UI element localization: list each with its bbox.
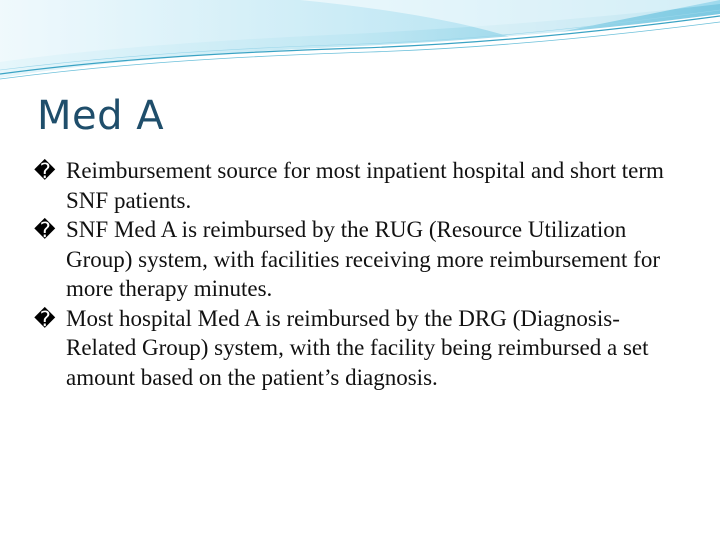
bullet-marker-icon: �	[34, 218, 56, 242]
bullet-list	[34, 156, 684, 392]
slide-title: Med A	[37, 93, 165, 139]
bullet-item	[34, 215, 684, 304]
bullet-item	[34, 156, 684, 215]
header-wave-decoration	[0, 0, 720, 90]
bullet-text: SNF Med A is reimbursed by the RUG (Resource Utilization Group) system, with facilities receiving more reimbursement for more therapy minutes.	[66, 217, 660, 301]
bullet-marker-icon: �	[34, 306, 56, 331]
bullet-text: Reimbursement source for most inpatient hospital and short term SNF patients.	[66, 158, 664, 213]
bullet-marker-icon: �	[34, 159, 56, 183]
bullet-text: Most hospital Med A is reimbursed by the DRG (Diagnosis-Related Group) system, with the facility being reimbursed a set amount based on the patient’s diagnosis.	[66, 305, 649, 390]
bullet-item	[34, 304, 684, 393]
